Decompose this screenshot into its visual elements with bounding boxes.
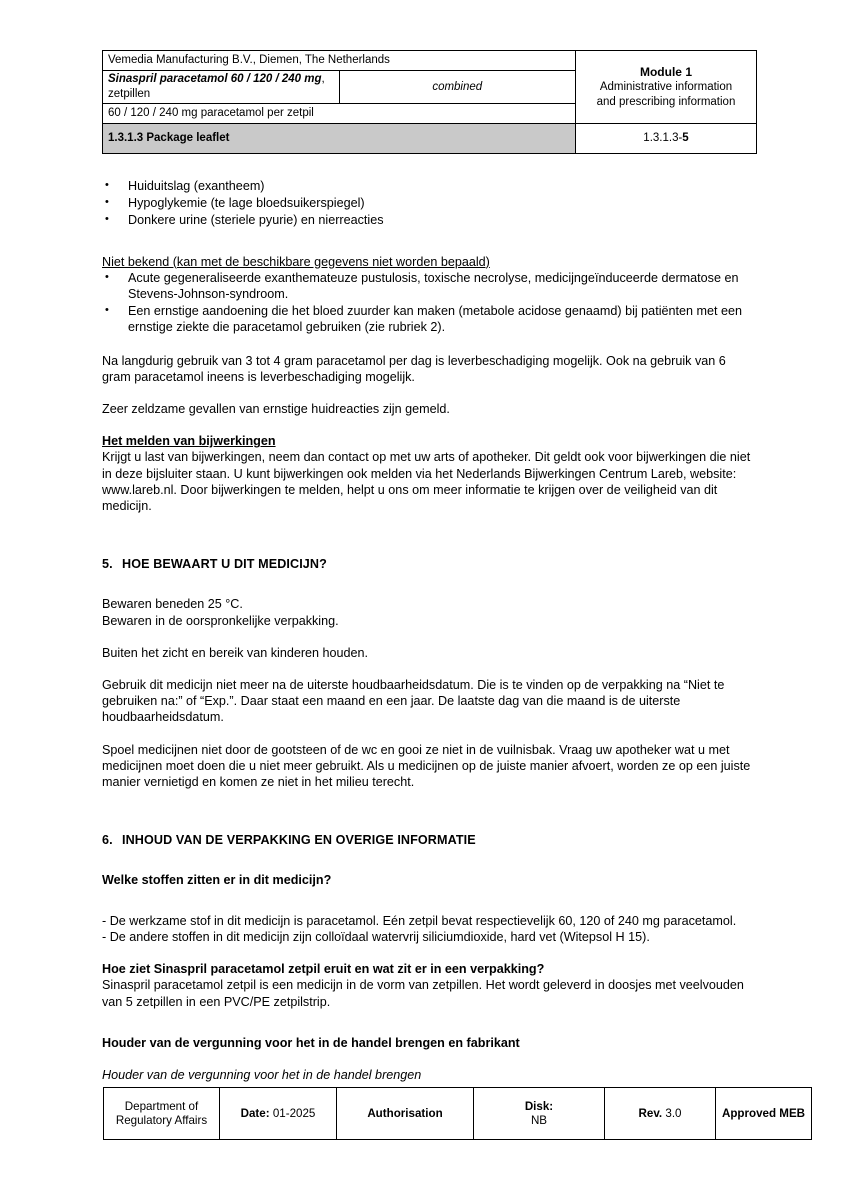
spacer (102, 726, 752, 742)
reporting-side-effects-heading: Het melden van bijwerkingen (102, 434, 276, 449)
list-item: • Acute gegeneraliseerde exanthemateuze pustulosis, toxische necrolyse, medicijngeïnduceerde dermatose en Stevens-Johnson-syndroom. (102, 270, 752, 302)
module-subtitle-line2: and prescribing information (596, 95, 736, 108)
spacer (102, 1026, 752, 1035)
active-ingredient-line: - De werkzame stof in dit medicijn is paracetamol. Eén zetpil bevat respectievelijk 60, 120 of 240 mg paracetamol. (102, 913, 737, 928)
storage-temperature-line: Bewaren beneden 25 °C. (102, 597, 243, 612)
page-ref-prefix: 1.3.1.3- (643, 132, 683, 144)
document-footer-table (103, 1087, 812, 1140)
spacer (102, 790, 752, 823)
spacer (102, 1051, 752, 1067)
footer-disk-cell (474, 1088, 605, 1140)
list-item: • Huiduitslag (exantheem) (102, 178, 752, 194)
section-6-title: INHOUD VAN DE VERPAKKING EN OVERIGE INFORMATIE (122, 833, 476, 848)
header-page-ref-cell (576, 124, 757, 154)
approved-label: Approved MEB (721, 1106, 806, 1120)
authorisation-label: Authorisation (367, 1106, 443, 1120)
department-line1: Department of (124, 1099, 199, 1113)
footer-date-cell (220, 1088, 337, 1140)
spacer (102, 514, 752, 547)
spacer (102, 385, 752, 401)
side-effects-bullet-list (102, 178, 752, 229)
footer-department-cell (104, 1088, 220, 1140)
spacer (102, 230, 752, 254)
keep-away-from-children-line: Buiten het zicht en bereik van kinderen houden. (102, 645, 369, 660)
rev-value: 3.0 (665, 1106, 682, 1120)
section-5-heading (102, 556, 752, 572)
list-item: • Donkere urine (steriele pyurie) en nierreacties (102, 212, 752, 228)
spacer (102, 629, 752, 645)
spacer (102, 661, 752, 677)
spacer (102, 889, 752, 913)
header-module-cell (576, 51, 757, 124)
module-title: Module 1 (639, 64, 692, 79)
marketing-authorisation-holder-line: Houder van de vergunning voor het in de handel brengen (102, 1067, 422, 1082)
section-6-number: 6. (102, 833, 113, 848)
list-item: • Een ernstige aandoening die het bloed zuurder kan maken (metabole acidose genaamd) bij patiënten met een ernstige ziekte die paracetamol gebruiken (zie rubriek 2). (102, 303, 752, 335)
leaflet-body (102, 178, 752, 1083)
spacer (102, 945, 752, 961)
expiry-date-paragraph: Gebruik dit medicijn niet meer na de uiterste houdbaarheidsdatum. Die is te vinden op de verpakking na “Niet te gebruiken na:” of “Exp.”. Daar staat een maand en een jaar. De laatste dag van die maand is de uiterste houdbaarheidsdatum. (102, 678, 725, 725)
marketing-authorisation-holder-heading: Houder van de vergunning voor het in de handel brengen en fabrikant (102, 1035, 520, 1050)
footer-approved-cell (716, 1088, 812, 1140)
header-company-cell: Vemedia Manufacturing B.V., Diemen, The Netherlands (103, 51, 576, 71)
table-row (104, 1088, 812, 1140)
header-product-cell (103, 71, 340, 104)
not-known-heading: Niet bekend (kan met de beschikbare gegevens niet worden bepaald) (102, 254, 490, 269)
spacer (102, 823, 752, 832)
spacer (102, 848, 752, 872)
section-5-number: 5. (102, 557, 113, 572)
header-strength-cell: 60 / 120 / 240 mg paracetamol per zetpil (103, 104, 576, 124)
department-line2: Regulatory Affairs (115, 1113, 208, 1127)
header-combined-cell: combined (339, 71, 576, 104)
product-form: , zetpillen (108, 73, 325, 100)
storage-packaging-line: Bewaren in de oorspronkelijke verpakking. (102, 613, 339, 628)
product-name: Sinaspril paracetamol 60 / 120 / 240 mg (108, 73, 322, 85)
header-row-section (103, 124, 757, 154)
spacer (102, 337, 752, 353)
spacer (102, 1010, 752, 1026)
ingredients-heading: Welke stoffen zitten er in dit medicijn? (102, 873, 332, 888)
disk-value: NB (530, 1113, 548, 1127)
rev-label: Rev. (638, 1106, 663, 1120)
section-6-heading (102, 832, 752, 848)
skin-reactions-paragraph: Zeer zeldzame gevallen van ernstige huidreacties zijn gemeld. (102, 402, 450, 417)
appearance-paragraph: Sinaspril paracetamol zetpil is een medicijn in de vorm van zetpillen. Het wordt geleverd in doosjes met veelvouden van 5 zetpillen in een PVC/PE zetpilstrip. (102, 978, 744, 1009)
spacer (102, 547, 752, 556)
page-ref-number: 5 (682, 132, 689, 144)
section-5-title: HOE BEWAART U DIT MEDICIJN? (122, 557, 327, 572)
spacer (102, 417, 752, 433)
disposal-paragraph: Spoel medicijnen niet door de gootsteen of de wc en gooi ze niet in de vuilnisbak. Vraag uw apotheker wat u met medicijnen moet doen die u niet meer gebruikt. Als u medicijnen op de juiste manier afvoert, worden ze op een juiste manier vernietigd en komen ze niet in het milieu terecht. (102, 742, 751, 790)
list-item: • Hypoglykemie (te lage bloedsuikerspiegel) (102, 195, 752, 211)
date-value: 01-2025 (272, 1106, 316, 1120)
footer-rev-cell (605, 1088, 716, 1140)
other-ingredients-line: - De andere stoffen in dit medicijn zijn colloïdaal watervrij siliciumdioxide, hard vet (Witepsol H 15). (102, 929, 650, 944)
date-label: Date: (240, 1106, 270, 1120)
spacer (102, 572, 752, 596)
footer-authorisation-cell (337, 1088, 474, 1140)
header-section-title-cell: 1.3.1.3 Package leaflet (103, 124, 576, 154)
appearance-heading: Hoe ziet Sinaspril paracetamol zetpil eruit en wat zit er in een verpakking? (102, 962, 545, 977)
liver-damage-paragraph: Na langdurig gebruik van 3 tot 4 gram paracetamol per dag is leverbeschadiging mogelijk. Ook na gebruik van 6 gram paracetamol ineens is leverbeschadiging mogelijk. (102, 353, 726, 384)
disk-label: Disk: (524, 1099, 554, 1113)
header-row-company (103, 51, 757, 71)
module-subtitle-line1: Administrative information (599, 80, 733, 93)
document-header-table (102, 50, 757, 154)
not-known-bullet-list (102, 270, 752, 336)
reporting-side-effects-paragraph: Krijgt u last van bijwerkingen, neem dan contact op met uw arts of apotheker. Dit geldt ook voor bijwerkingen die niet in deze bijsluiter staan. U kunt bijwerkingen ook melden via het Nederlands Bijwerkingen Centrum Lareb, website: www.lareb.nl. Door bijwerkingen te melden, helpt u ons om meer informatie te krijgen over de veiligheid van dit medicijn. (102, 450, 751, 514)
